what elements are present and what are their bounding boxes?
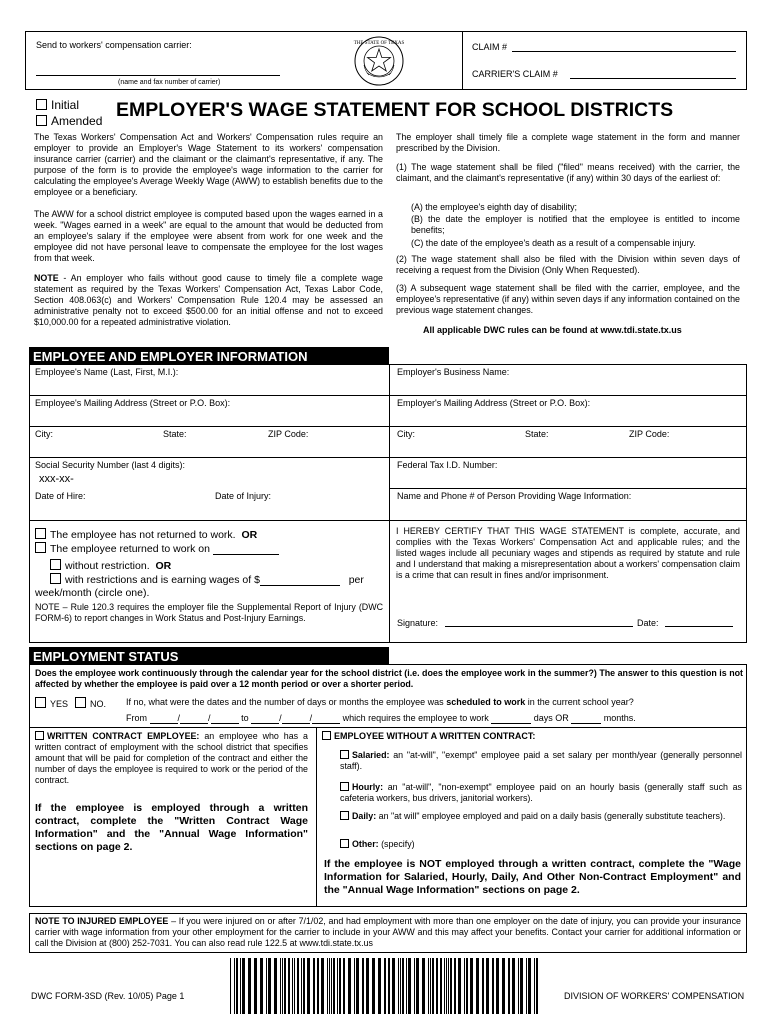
provider-field[interactable]: Name and Phone # of Person Providing Wage Information: — [397, 491, 632, 501]
injury-date-field[interactable]: Date of Injury: — [215, 491, 272, 501]
state-seal — [353, 35, 405, 87]
ssn-value: xxx-xx- — [39, 473, 74, 485]
intro-right-p4: (3) A subsequent wage statement shall be filed with the carrier, employee, and the employee's representative (if any) within seven days if any information contained on the previous wage statement changes. — [396, 283, 740, 315]
employee-name-field[interactable]: Employee's Name (Last, First, M.I.): — [35, 367, 179, 377]
returned-checkbox[interactable] — [35, 542, 46, 553]
without-restriction-checkbox[interactable] — [50, 559, 61, 570]
intro-right-b: (B) the date the employer is notified that the employee is entitled to income benefits; — [411, 214, 740, 235]
employer-state-field[interactable]: State: — [525, 429, 549, 439]
written-contract-desc[interactable]: WRITTEN CONTRACT EMPLOYEE: an employee who has a written contract of employment with the school district that specifies amount that will be paid for completion of the contract and either the number of days the employee is required to work or the period of the contract. — [35, 731, 308, 785]
written-contract-checkbox[interactable] — [35, 731, 44, 740]
yes-checkbox[interactable] — [35, 697, 46, 708]
notice-text: NOTE TO INJURED EMPLOYEE – If you were injured on or after 7/1/02, and had employment with more than one employer on the date of injury, you can provide your insurance carrier with wage information from your other employment for the carrier to include in your AWW and this may affect your benefits. Contact your carrier for additional information or call the Division at (800) 252-7031. You can also read rule 122.5 at www.tdi.state.tx.us — [35, 916, 741, 948]
not-returned-option[interactable]: The employee has not returned to work. OR — [35, 528, 257, 541]
signature-line[interactable] — [445, 626, 633, 627]
sig-date-label: Date: — [637, 618, 659, 628]
form-number: DWC FORM-3SD (Rev. 10/05) Page 1 — [31, 991, 185, 1001]
signature-label: Signature: — [397, 618, 439, 628]
amended-option[interactable] — [36, 114, 102, 128]
carrier-line[interactable] — [36, 75, 280, 76]
not-returned-checkbox[interactable] — [35, 528, 46, 539]
carrier-caption: (name and fax number of carrier) — [118, 79, 221, 86]
yes-option[interactable]: YES — [35, 697, 68, 710]
send-to-label: Send to workers' compensation carrier: — [36, 40, 192, 50]
svg-text:THE STATE OF TEXAS: THE STATE OF TEXAS — [353, 41, 405, 46]
without-restriction-option[interactable]: without restriction. OR — [50, 559, 171, 572]
employee-address-field[interactable]: Employee's Mailing Address (Street or P.O. Box): — [35, 398, 231, 408]
page-title: EMPLOYER'S WAGE STATEMENT FOR SCHOOL DISTRICTS — [116, 99, 674, 121]
rules-link[interactable]: All applicable DWC rules can be found at www.tdi.state.tx.us — [423, 325, 682, 335]
employer-address-field[interactable]: Employer's Mailing Address (Street or P.O. Box): — [397, 398, 591, 408]
no-option[interactable]: NO. — [75, 697, 106, 710]
initial-checkbox[interactable] — [36, 99, 47, 110]
division-label: DIVISION OF WORKERS' COMPENSATION — [564, 991, 745, 1001]
claim-line[interactable] — [512, 51, 736, 52]
business-name-field[interactable]: Employer's Business Name: — [397, 367, 510, 377]
amended-label: Amended — [51, 114, 103, 128]
section-emp-info-heading: EMPLOYEE AND EMPLOYER INFORMATION — [29, 347, 389, 364]
daily-option[interactable]: Daily: an "at will" employee employed and paid on a daily basis (generally substitute teachers). — [340, 811, 742, 822]
amended-checkbox[interactable] — [36, 115, 47, 126]
carriers-claim-label: CARRIER'S CLAIM # — [472, 69, 558, 79]
rule-note: NOTE – Rule 120.3 requires the employer file the Supplemental Report of Injury (DWC FORM-6) to report changes in Work Status and Post-Injury Earnings. — [35, 602, 383, 623]
row-line-3 — [29, 457, 747, 458]
employer-city-field[interactable]: City: — [397, 429, 415, 439]
returned-option[interactable]: The employee returned to work on — [35, 542, 279, 555]
without-contract-label[interactable]: EMPLOYEE WITHOUT A WRITTEN CONTRACT: — [322, 731, 535, 742]
employee-zip-field[interactable]: ZIP Code: — [268, 429, 309, 439]
status-split-line — [29, 727, 747, 728]
status-divider — [316, 727, 317, 907]
initial-label: Initial — [51, 98, 80, 112]
salaried-option[interactable]: Salaried: an "at-will", "exempt" employee paid a set salary per month/year (generally personnel staff). — [340, 750, 742, 771]
continuous-question: Does the employee work continuously through the calendar year for the school district (i.e. does the employee work in the summer?) The answer to this question is not affected by whether the employee is paid over a 12 month period or over a shorter period. — [35, 668, 743, 689]
daily-checkbox[interactable] — [340, 811, 349, 820]
hourly-checkbox[interactable] — [340, 782, 349, 791]
initial-option[interactable] — [36, 98, 79, 112]
if-no-text: If no, what were the dates and the number of days or months the employee was scheduled to work in the current school year? — [126, 697, 634, 707]
employer-zip-field[interactable]: ZIP Code: — [629, 429, 670, 439]
hourly-option[interactable]: Hourly: an "at-will", "non-exempt" employee paid on an hourly basis (generally staff such as cafeteria workers, bus drivers, janitorial workers). — [340, 782, 742, 803]
non-contract-instruction: If the employee is NOT employed through a written contract, complete the "Wage Information for Salaried, Hourly, Daily, And Other Non-Contract Employment" and the "Annual Wage Information" sections on page 2. — [324, 858, 741, 896]
intro-right-p3: (2) The wage statement shall also be filed with the Division within seven days of receiving a request from the Division (Only When Requested). — [396, 254, 740, 275]
section-status-heading: EMPLOYMENT STATUS — [29, 647, 389, 664]
intro-right-p2: (1) The wage statement shall be filed ("filed" means received) with the carrier, the claimant, and the claimant's representative (if any) within 30 days of the earliest of: — [396, 162, 740, 183]
row-line-1 — [29, 395, 747, 396]
carriers-claim-line[interactable] — [570, 78, 736, 79]
row-line-4 — [389, 488, 747, 489]
intro-right-c: (C) the date of the employee's death as a result of a compensable injury. — [411, 238, 696, 248]
certify-text: I HEREBY CERTIFY THAT THIS WAGE STATEMENT is complete, accurate, and complies with the Texas Workers' Compensation Act and applicable rules; and the listed wages include all pecuniary wages and stipends as required by statute and rule and I understand that making a misrepresentation about a workers' compensation claim is a crime that can result in fines and/or imprisonment. — [396, 526, 740, 580]
fein-field[interactable]: Federal Tax I.D. Number: — [397, 460, 498, 470]
claim-label: CLAIM # — [472, 42, 508, 52]
with-restriction-option[interactable]: with restrictions and is earning wages of $ per — [50, 573, 364, 586]
written-contract-instruction: If the employee is employed through a written contract, complete the "Written Contract Wage Information" and the "Annual Wage Information" sections on page 2. — [35, 802, 308, 853]
no-checkbox[interactable] — [75, 697, 86, 708]
schedule-dates-row[interactable]: From / / to / / which requires the employee to work days OR months. — [126, 713, 636, 723]
emp-info-divider — [389, 364, 390, 520]
intro-right-p1: The employer shall timely file a complete wage statement in the form and manner prescribed by the Division. — [396, 132, 740, 153]
salaried-checkbox[interactable] — [340, 750, 349, 759]
ssn-field[interactable]: Social Security Number (last 4 digits): — [35, 460, 186, 470]
intro-left-p3: NOTE - An employer who fails without good cause to timely file a complete wage statement as required by the Texas Workers' Compensation Act, Texas Labor Code, Section 408.063(c) and Workers' Compensation Rule 120.4 may be assessed an administrative penalty not to exceed $500.00 for an initial offense and not to exceed $10,000.00 for a repeated administrative violation. — [34, 273, 383, 327]
intro-left-p2: The AWW for a school district employee is computed based upon the wages earned in a week. "Wages earned in a week" are equal to the amount that would be deducted from an employee's salary if the employee were absent from work for one week and the employee did not have personal leave to compensate the employee for the lost wages from that week. — [34, 209, 383, 263]
other-checkbox[interactable] — [340, 839, 349, 848]
header-divider — [462, 31, 463, 90]
row-line-2 — [29, 426, 747, 427]
hire-date-field[interactable]: Date of Hire: — [35, 491, 86, 501]
employee-state-field[interactable]: State: — [163, 429, 187, 439]
without-contract-checkbox[interactable] — [322, 731, 331, 740]
employee-city-field[interactable]: City: — [35, 429, 53, 439]
intro-right-a: (A) the employee's eighth day of disability; — [411, 202, 577, 212]
sig-date-line[interactable] — [665, 626, 733, 627]
other-option[interactable]: Other: (specify) — [340, 839, 742, 850]
barcode — [230, 958, 542, 1014]
with-restriction-checkbox[interactable] — [50, 573, 61, 584]
week-month-label[interactable]: week/month (circle one). — [35, 587, 150, 599]
intro-left-p1: The Texas Workers' Compensation Act and Workers' Compensation rules require an employer to provide an Employer's Wage Statement to its workers' compensation insurance carrier (carrier) and the claimant or the claimant's representative, if any. The purpose of the form is to provide the employee's wage information to the carrier for calculating the employee's Average Weekly Wage (AWW) to establish benefits due to the employee or a beneficiary. — [34, 132, 383, 197]
